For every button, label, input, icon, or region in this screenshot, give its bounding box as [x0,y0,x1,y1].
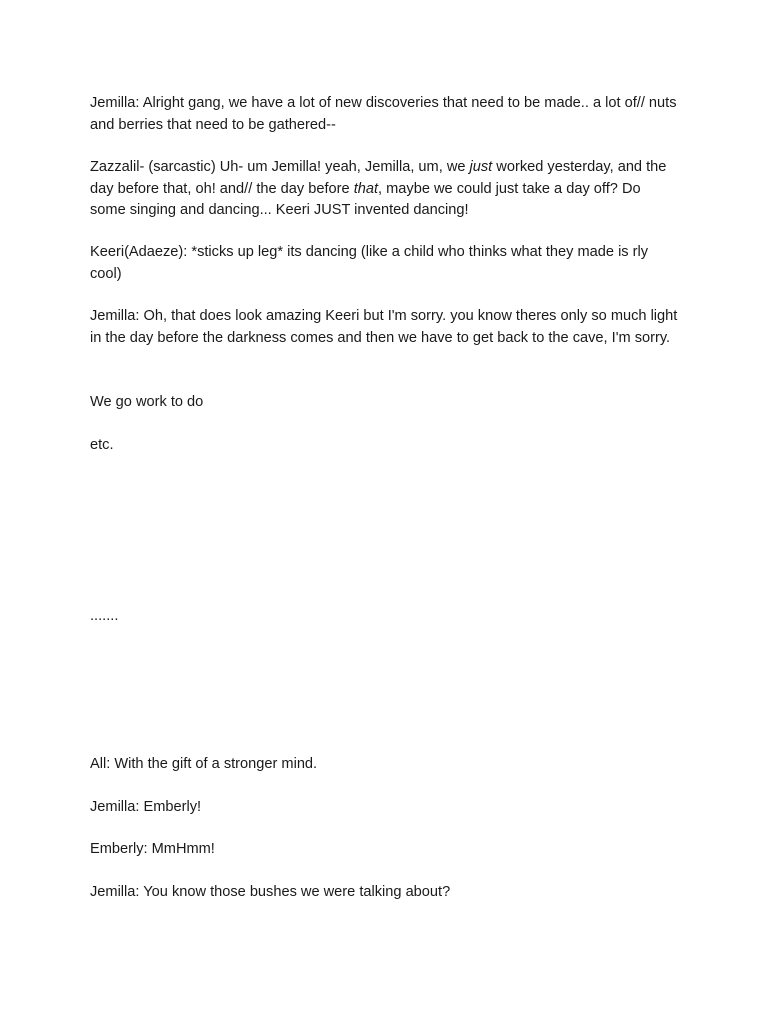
line-emberly-mmhmm [90,839,680,861]
line-ellipsis [90,606,680,628]
line-jemilla-emberly [90,797,680,819]
line-text: Jemilla: Emberly! [90,799,202,815]
line-keeri-dancing [90,242,680,285]
line-text-part: , maybe we could just take a day off? Do some singing and dancing... Keeri JUST invented dancing! [90,180,641,218]
line-text: Keeri(Adaeze): *sticks up leg* its dancing (like a child who thinks what they made is rly cool) [90,244,649,282]
emphasis-just: just [469,159,493,175]
line-text: We go work to do [90,394,204,410]
line-jemilla-bushes [90,882,680,904]
line-text: Emberly: MmHmm! [90,841,215,857]
line-etc [90,435,680,457]
line-text: All: With the gift of a stronger mind. [90,756,318,772]
line-text: Jemilla: You know those bushes we were talking about? [90,884,451,900]
emphasis-that: that [353,180,379,197]
line-text: Jemilla: Alright gang, we have a lot of new discoveries that need to be made.. a lot of// nuts and berries that need to be gathered-- [90,95,677,133]
line-text-part: worked yesterday, and the day before that, oh! and// the day before [90,159,667,197]
line-zazzalil-sarcastic [90,157,680,222]
line-we-go-work [90,392,680,414]
line-jemilla-discoveries [90,93,680,136]
line-text: ....... [90,608,119,624]
line-jemilla-sorry [90,306,680,349]
line-text: etc. [90,437,114,453]
line-text: Jemilla: Oh, that does look amazing Keeri but I'm sorry. you know theres only so much light in the day before the darkness comes and then we have to get back to the cave, I'm sorry. [90,308,678,346]
line-all-stronger-mind [90,754,680,776]
line-text-part: Zazzalil- (sarcastic) Uh- um Jemilla! yeah, Jemilla, um, we [90,159,470,175]
